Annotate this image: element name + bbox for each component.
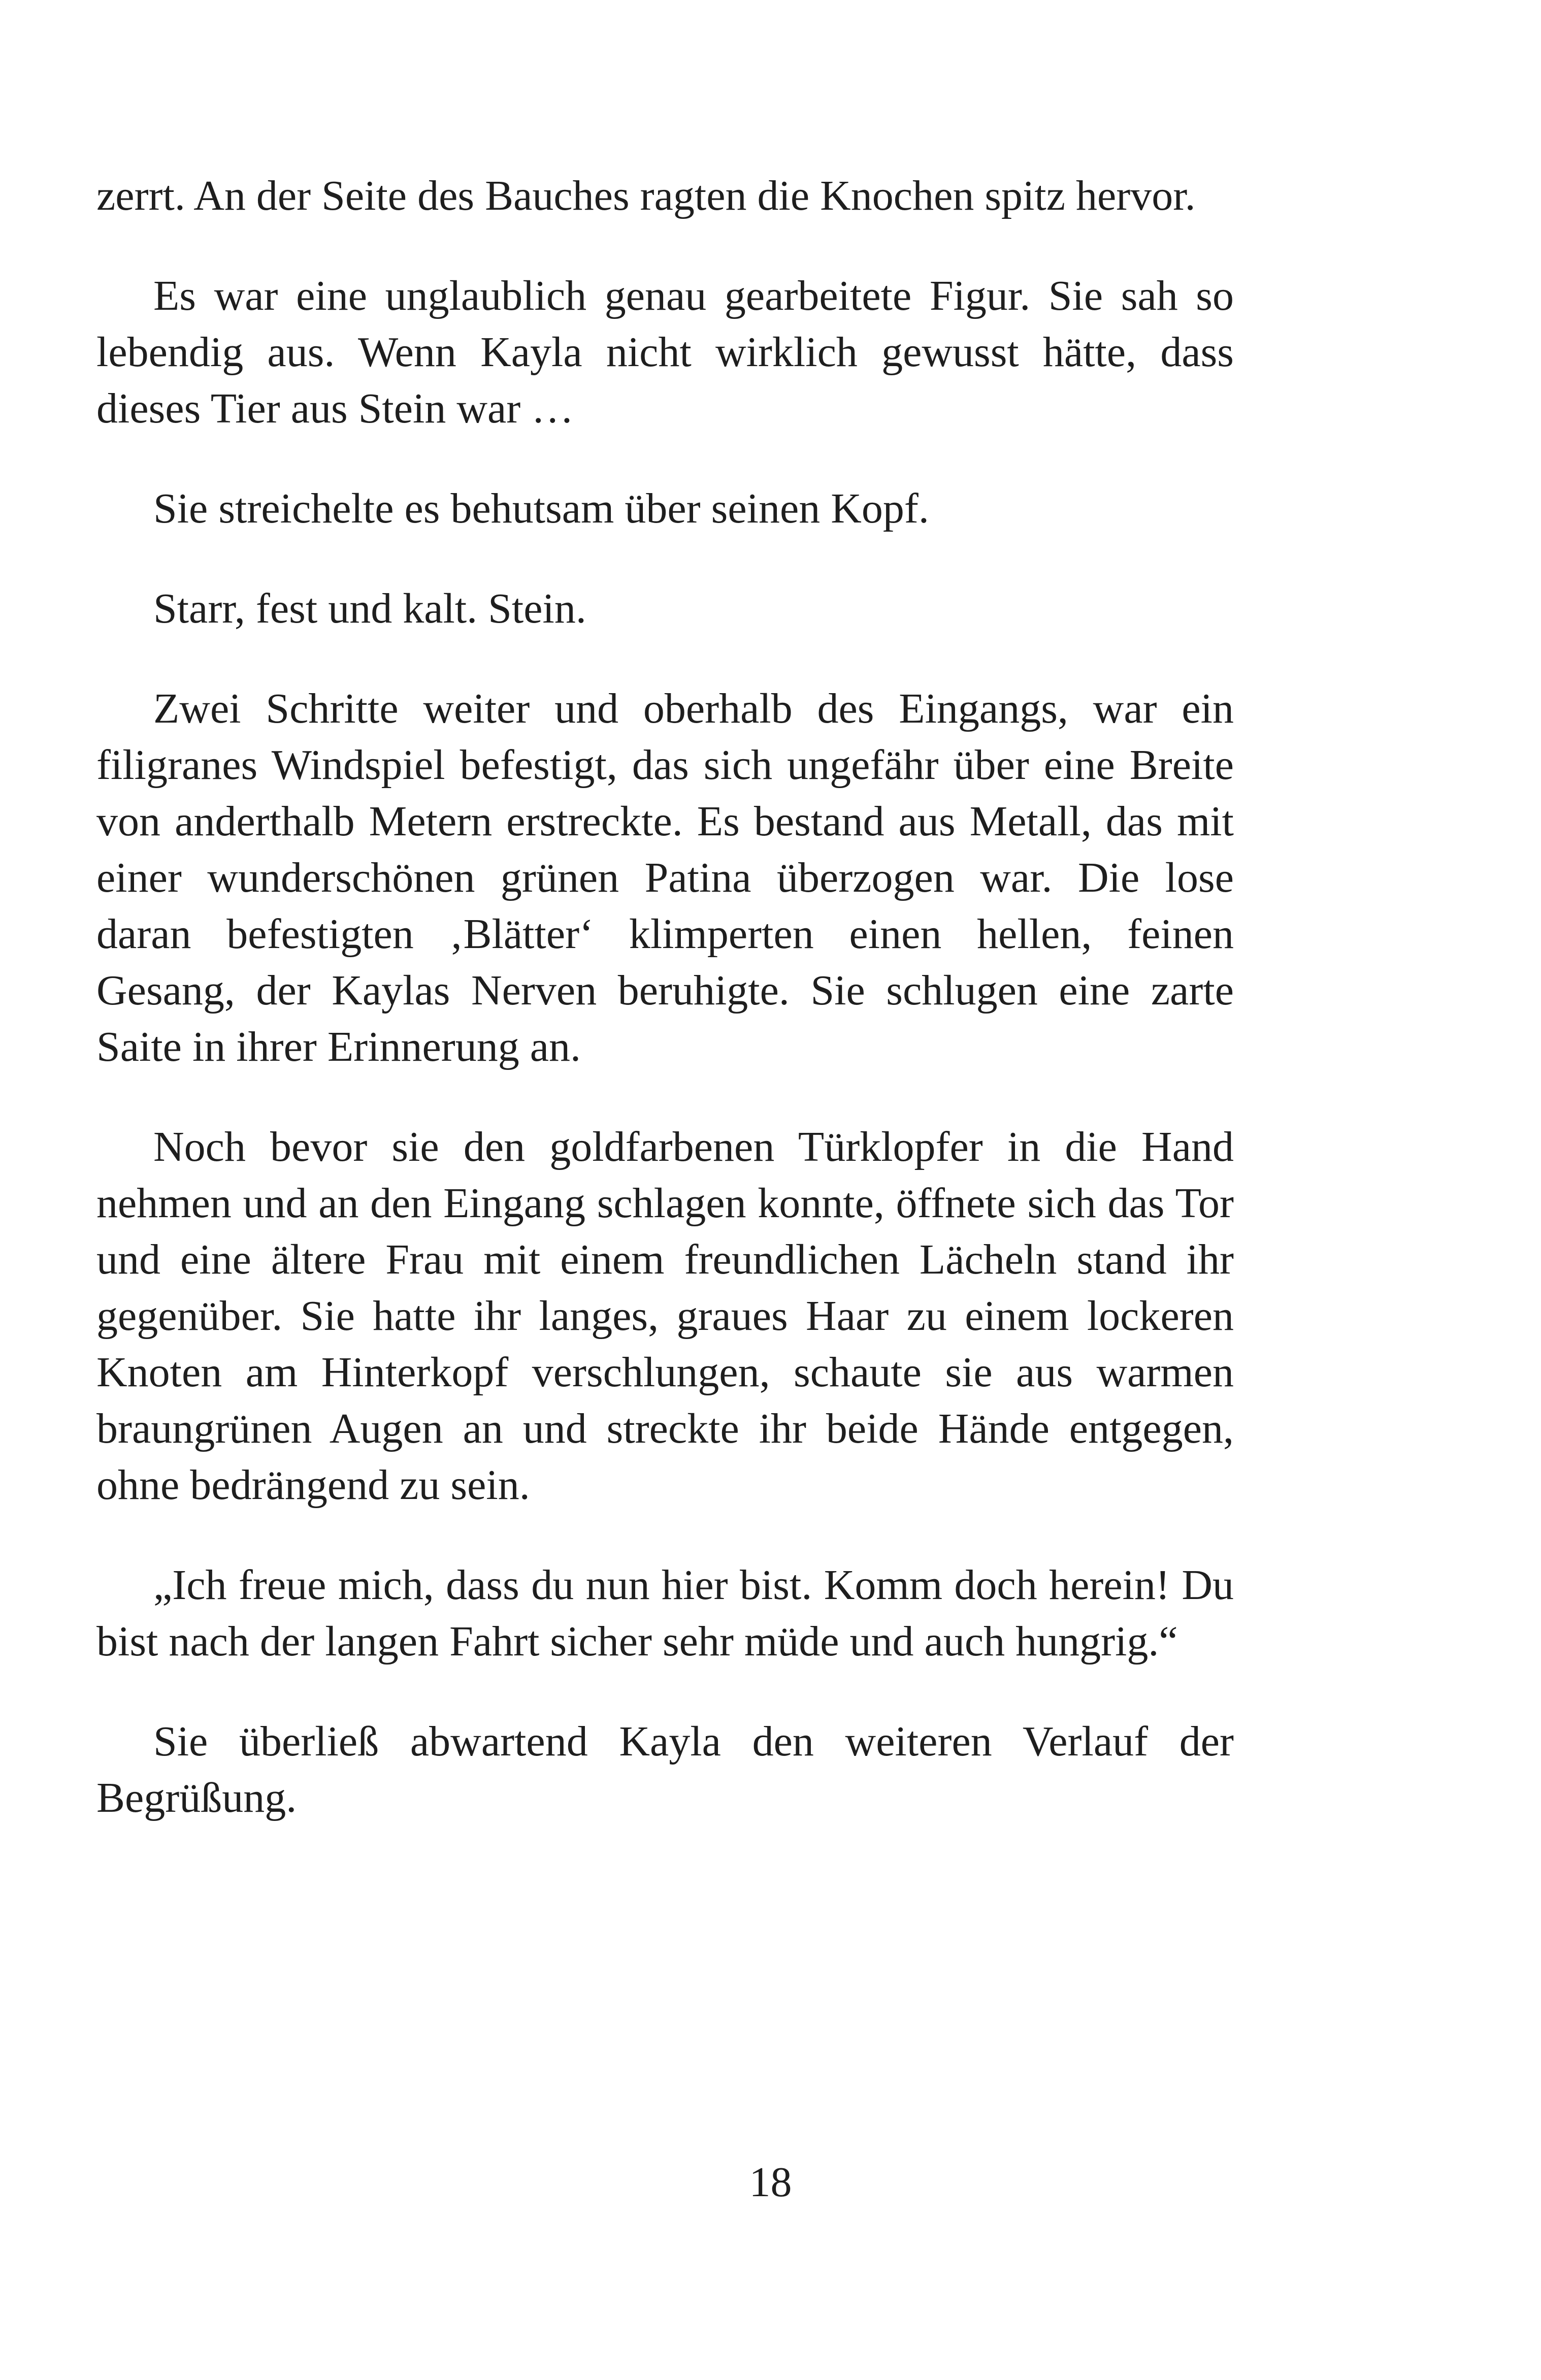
paragraph-6: Noch bevor sie den goldfarbenen Türklopfer in die Hand nehmen und an den Eingang schlagen konnte, öffnete sich das Tor und eine ältere Frau mit einem freundlichen Lächeln stand ihr gegenüber. Sie hatte ihr langes, graues Haar zu einem lockeren Knoten am Hinterkopf verschlungen, schaute sie aus warmen braungrünen Augen an und streckte ihr beide Hände entgegen, ohne bedrängend zu sein. [96,1123,1234,1509]
paragraph-2: Es war eine unglaublich genau gearbeitete Figur. Sie sah so lebendig aus. Wenn Kayla nicht wirklich gewusst hätte, dass dieses Tier aus Stein war … [96,272,1234,432]
page-number: 18 [749,2159,792,2206]
paragraph-3: Sie streichelte es behutsam über seinen Kopf. [153,485,929,532]
paragraph-5: Zwei Schritte weiter und oberhalb des Eingangs, war ein filigranes Windspiel befestigt, das sich ungefähr über eine Breite von anderthalb Metern erstreckte. Es bestand aus Metall, das mit einer wunderschönen grünen Patina überzogen war. Die lose daran befestigten ‚Blätter‘ klimperten einen hellen, feinen Gesang, der Kaylas Nerven beruhigte. Sie schlugen eine zarte Saite in ihrer Erinnerung an. [96,685,1234,1070]
paragraph-1: zerrt. An der Seite des Bauches ragten die Knochen spitz hervor. [96,172,1196,219]
body-text [96,168,1234,1826]
paragraph-4: Starr, fest und kalt. Stein. [153,585,586,632]
paragraph-8: Sie überließ abwartend Kayla den weiteren Verlauf der Begrüßung. [96,1718,1234,1821]
paragraph-7: „Ich freue mich, dass du nun hier bist. Komm doch herein! Du bist nach der langen Fahrt sicher sehr müde und auch hungrig.“ [96,1561,1234,1665]
